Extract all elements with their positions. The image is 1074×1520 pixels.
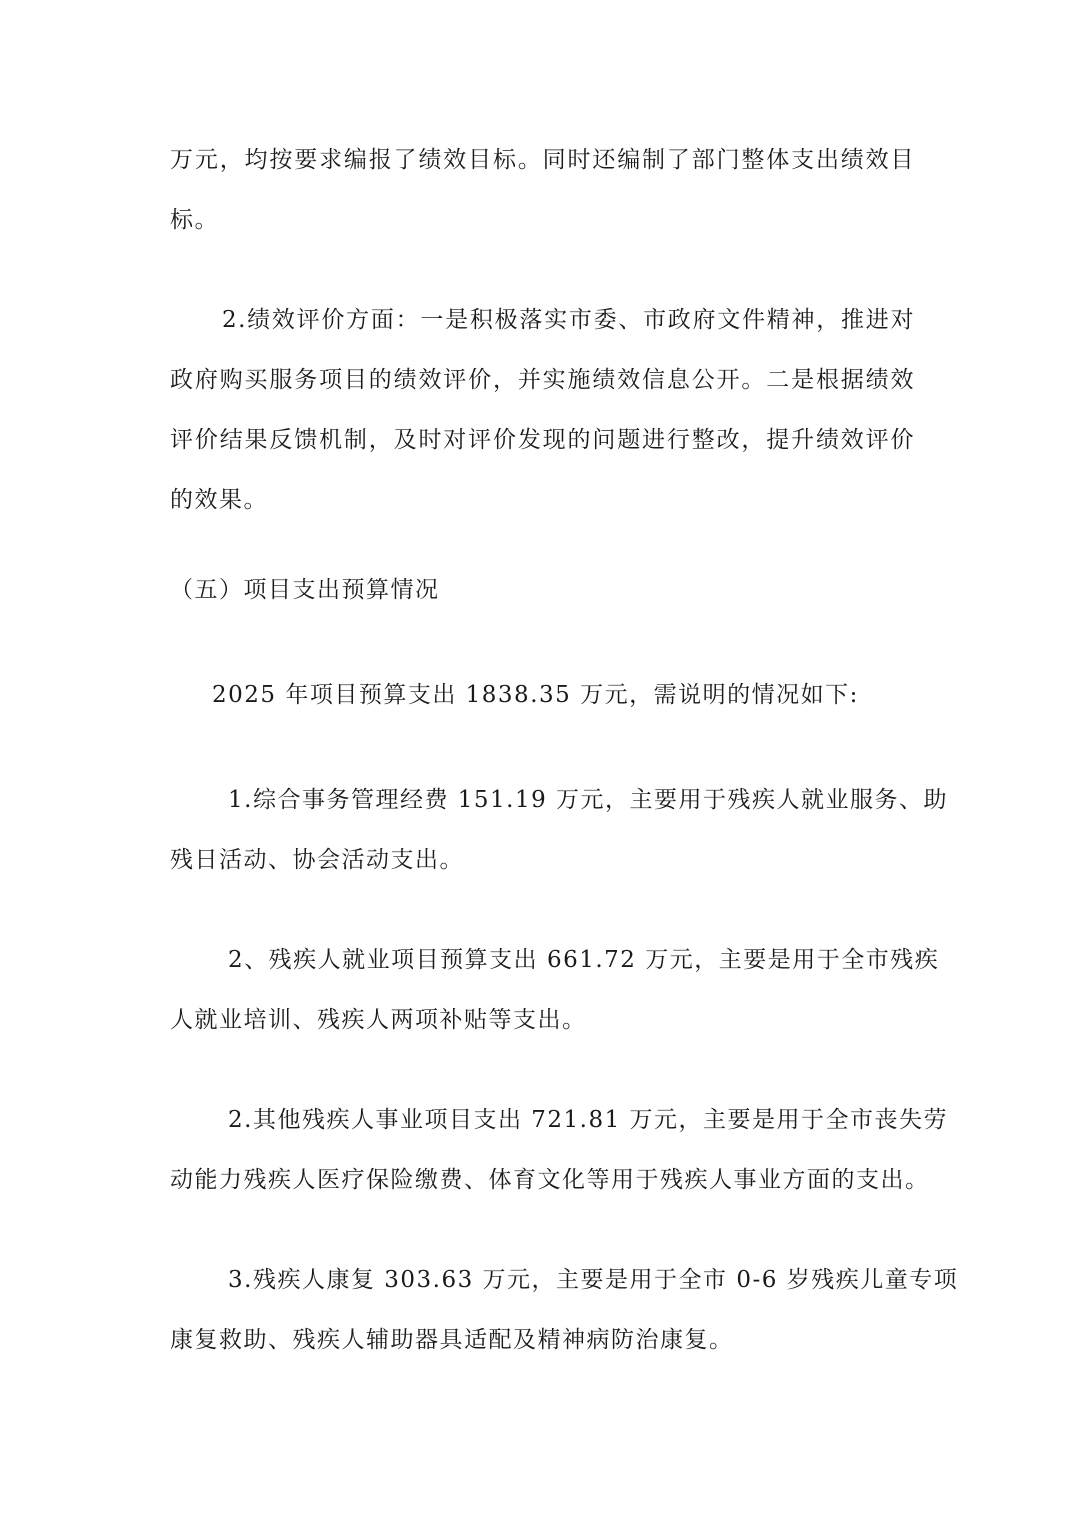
paragraph-item-other-projects: [170, 1090, 949, 1210]
text-line: 3.残疾人康复 303.63 万元，主要是用于全市 0-6 岁残疾儿童专项: [228, 1267, 959, 1293]
heading-text: （五）项目支出预算情况: [170, 577, 440, 603]
paragraph-item-general-affairs: [170, 770, 949, 890]
text-line: 评价结果反馈机制，及时对评价发现的问题进行整改，提升绩效评价: [170, 427, 915, 453]
text-line: 2、残疾人就业项目预算支出 661.72 万元，主要是用于全市残疾: [228, 947, 940, 973]
text-line: 2025 年项目预算支出 1838.35 万元，需说明的情况如下:: [212, 682, 859, 708]
text-line: 标。: [170, 207, 219, 233]
text-line: 万元，均按要求编报了绩效目标。同时还编制了部门整体支出绩效目: [170, 147, 915, 173]
text-line: 康复救助、残疾人辅助器具适配及精神病防治康复。: [170, 1327, 734, 1353]
text-line: 残日活动、协会活动支出。: [170, 847, 464, 873]
text-line: 的效果。: [170, 487, 268, 513]
paragraph-performance-evaluation: [170, 290, 915, 530]
text-line: 人就业培训、残疾人两项补贴等支出。: [170, 1007, 587, 1033]
paragraph-item-rehabilitation: [170, 1250, 959, 1370]
paragraph-item-employment: [170, 930, 940, 1050]
section-heading-project-expenditure: [170, 560, 915, 620]
text-line: 动能力残疾人医疗保险缴费、体育文化等用于残疾人事业方面的支出。: [170, 1167, 930, 1193]
paragraph-performance-goals-continued: [170, 130, 915, 250]
text-line: 2.绩效评价方面：一是积极落实市委、市政府文件精神，推进对: [222, 307, 915, 333]
text-line: 1.综合事务管理经费 151.19 万元，主要用于残疾人就业服务、助: [228, 787, 949, 813]
text-line: 2.其他残疾人事业项目支出 721.81 万元，主要是用于全市丧失劳: [228, 1107, 949, 1133]
paragraph-project-budget-summary: [170, 665, 915, 725]
text-line: 政府购买服务项目的绩效评价，并实施绩效信息公开。二是根据绩效: [170, 367, 915, 393]
